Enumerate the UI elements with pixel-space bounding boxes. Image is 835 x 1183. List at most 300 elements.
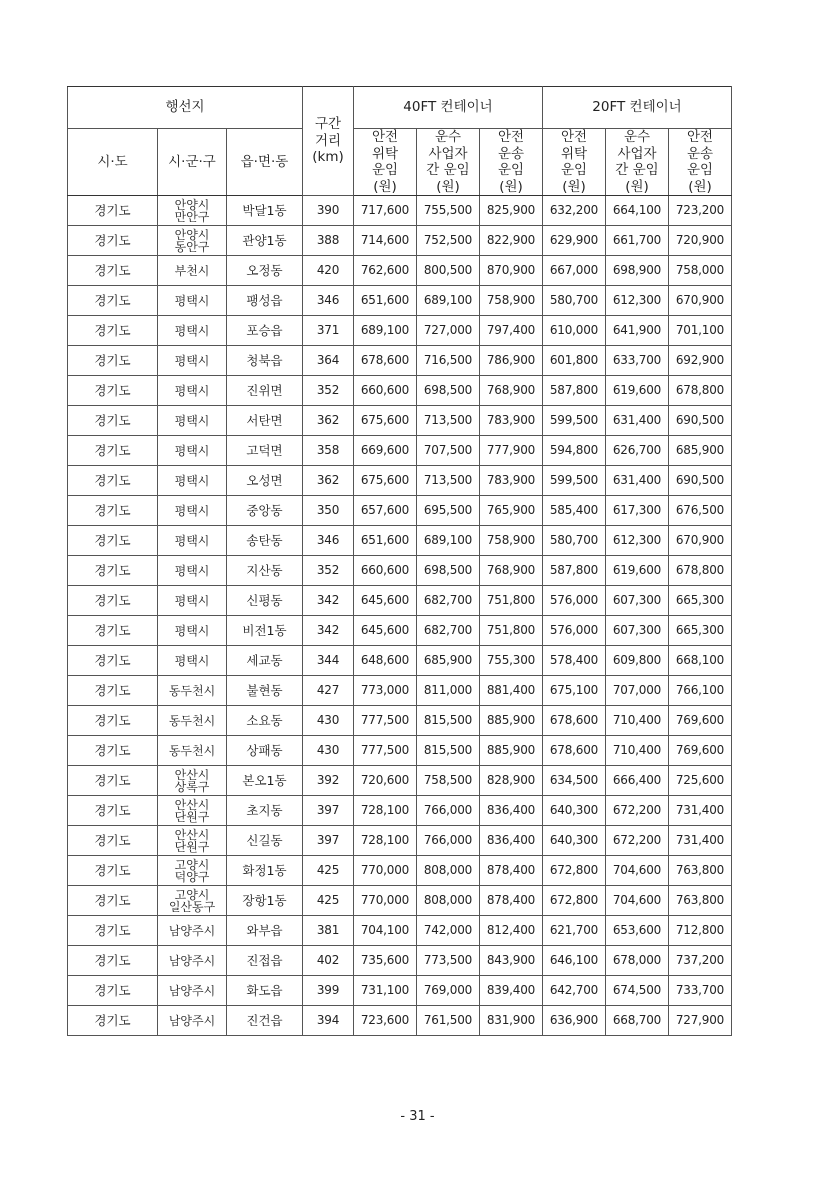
cell-40ft-safe-transport-rate: 825,900 (480, 196, 543, 226)
cell-distance-km: 430 (303, 706, 354, 736)
cell-20ft-safe-transport-rate: 665,300 (669, 586, 732, 616)
cell-20ft-carrier-rate: 710,400 (606, 706, 669, 736)
cell-40ft-safe-consign-rate: 770,000 (354, 856, 417, 886)
header-40ft-safe-transport-rate: 안전 운송 운임 (원) (480, 129, 543, 196)
table-row (68, 976, 732, 1006)
cell-sido: 경기도 (68, 826, 158, 856)
cell-20ft-safe-transport-rate: 727,900 (669, 1006, 732, 1036)
header-40ft-safe-consign-rate: 안전 위탁 운임 (원) (354, 129, 417, 196)
cell-distance-km: 392 (303, 766, 354, 796)
cell-eupmyeondong: 오정동 (227, 256, 303, 286)
cell-distance-km: 352 (303, 376, 354, 406)
cell-20ft-carrier-rate: 710,400 (606, 736, 669, 766)
cell-20ft-carrier-rate: 672,200 (606, 826, 669, 856)
cell-sido: 경기도 (68, 1006, 158, 1036)
cell-40ft-safe-transport-rate: 831,900 (480, 1006, 543, 1036)
cell-eupmyeondong: 소요동 (227, 706, 303, 736)
cell-40ft-safe-consign-rate: 678,600 (354, 346, 417, 376)
header-20ft-safe-consign-rate: 안전 위탁 운임 (원) (543, 129, 606, 196)
cell-distance-km: 342 (303, 586, 354, 616)
cell-40ft-safe-transport-rate: 777,900 (480, 436, 543, 466)
cell-sido: 경기도 (68, 676, 158, 706)
cell-40ft-safe-transport-rate: 812,400 (480, 916, 543, 946)
cell-40ft-safe-transport-rate: 828,900 (480, 766, 543, 796)
cell-20ft-safe-consign-rate: 678,600 (543, 736, 606, 766)
table-row (68, 346, 732, 376)
cell-sigungu: 남양주시 (158, 916, 227, 946)
header-40ft-carrier-rate: 운수 사업자 간 운임 (원) (417, 129, 480, 196)
cell-eupmyeondong: 진접읍 (227, 946, 303, 976)
cell-sido: 경기도 (68, 736, 158, 766)
cell-40ft-safe-consign-rate: 645,600 (354, 586, 417, 616)
cell-eupmyeondong: 박달1동 (227, 196, 303, 226)
cell-20ft-safe-transport-rate: 690,500 (669, 406, 732, 436)
table-row (68, 796, 732, 826)
cell-sigungu: 고양시 일산동구 (158, 886, 227, 916)
cell-distance-km: 397 (303, 796, 354, 826)
cell-40ft-safe-transport-rate: 768,900 (480, 376, 543, 406)
cell-sigungu: 안산시 단원구 (158, 796, 227, 826)
cell-sido: 경기도 (68, 916, 158, 946)
cell-eupmyeondong: 진건읍 (227, 1006, 303, 1036)
cell-20ft-carrier-rate: 607,300 (606, 616, 669, 646)
cell-distance-km: 390 (303, 196, 354, 226)
cell-20ft-safe-consign-rate: 634,500 (543, 766, 606, 796)
cell-40ft-carrier-rate: 685,900 (417, 646, 480, 676)
cell-40ft-safe-transport-rate: 751,800 (480, 586, 543, 616)
page-number: - 31 - (400, 1109, 435, 1124)
cell-40ft-carrier-rate: 800,500 (417, 256, 480, 286)
cell-20ft-safe-transport-rate: 766,100 (669, 676, 732, 706)
cell-20ft-safe-consign-rate: 576,000 (543, 586, 606, 616)
cell-sido: 경기도 (68, 976, 158, 1006)
cell-distance-km: 362 (303, 406, 354, 436)
cell-distance-km: 344 (303, 646, 354, 676)
cell-sigungu: 평택시 (158, 286, 227, 316)
cell-20ft-carrier-rate: 668,700 (606, 1006, 669, 1036)
table-row (68, 766, 732, 796)
cell-eupmyeondong: 본오1동 (227, 766, 303, 796)
cell-20ft-safe-consign-rate: 580,700 (543, 286, 606, 316)
cell-20ft-safe-transport-rate: 668,100 (669, 646, 732, 676)
cell-sigungu: 평택시 (158, 406, 227, 436)
table-row (68, 946, 732, 976)
cell-20ft-carrier-rate: 704,600 (606, 856, 669, 886)
cell-20ft-safe-transport-rate: 665,300 (669, 616, 732, 646)
cell-eupmyeondong: 불현동 (227, 676, 303, 706)
cell-20ft-safe-transport-rate: 769,600 (669, 736, 732, 766)
table-row (68, 526, 732, 556)
header-region: 행선지 (68, 87, 303, 129)
cell-20ft-carrier-rate: 672,200 (606, 796, 669, 826)
cell-40ft-safe-consign-rate: 714,600 (354, 226, 417, 256)
cell-20ft-safe-transport-rate: 690,500 (669, 466, 732, 496)
cell-20ft-safe-transport-rate: 731,400 (669, 796, 732, 826)
cell-40ft-carrier-rate: 689,100 (417, 286, 480, 316)
cell-20ft-safe-transport-rate: 731,400 (669, 826, 732, 856)
cell-eupmyeondong: 장항1동 (227, 886, 303, 916)
cell-20ft-safe-consign-rate: 642,700 (543, 976, 606, 1006)
cell-20ft-carrier-rate: 612,300 (606, 286, 669, 316)
table-row (68, 886, 732, 916)
cell-40ft-carrier-rate: 716,500 (417, 346, 480, 376)
cell-40ft-carrier-rate: 755,500 (417, 196, 480, 226)
cell-20ft-carrier-rate: 664,100 (606, 196, 669, 226)
cell-20ft-carrier-rate: 607,300 (606, 586, 669, 616)
cell-40ft-safe-consign-rate: 728,100 (354, 796, 417, 826)
cell-20ft-safe-transport-rate: 676,500 (669, 496, 732, 526)
header-20ft-container: 20FT 컨테이너 (543, 87, 732, 129)
cell-sido: 경기도 (68, 556, 158, 586)
cell-20ft-carrier-rate: 631,400 (606, 466, 669, 496)
cell-20ft-safe-consign-rate: 599,500 (543, 466, 606, 496)
cell-20ft-safe-transport-rate: 763,800 (669, 886, 732, 916)
cell-40ft-safe-transport-rate: 885,900 (480, 736, 543, 766)
cell-sido: 경기도 (68, 346, 158, 376)
cell-20ft-carrier-rate: 609,800 (606, 646, 669, 676)
cell-distance-km: 394 (303, 1006, 354, 1036)
cell-40ft-carrier-rate: 758,500 (417, 766, 480, 796)
cell-40ft-safe-consign-rate: 645,600 (354, 616, 417, 646)
cell-20ft-safe-transport-rate: 685,900 (669, 436, 732, 466)
cell-sigungu: 안산시 상록구 (158, 766, 227, 796)
cell-sido: 경기도 (68, 526, 158, 556)
cell-sigungu: 안산시 단원구 (158, 826, 227, 856)
cell-eupmyeondong: 상패동 (227, 736, 303, 766)
cell-40ft-safe-transport-rate: 839,400 (480, 976, 543, 1006)
cell-sigungu: 평택시 (158, 436, 227, 466)
cell-20ft-safe-consign-rate: 640,300 (543, 796, 606, 826)
header-20ft-carrier-rate: 운수 사업자 간 운임 (원) (606, 129, 669, 196)
cell-20ft-safe-consign-rate: 672,800 (543, 886, 606, 916)
cell-eupmyeondong: 팽성읍 (227, 286, 303, 316)
cell-20ft-safe-transport-rate: 701,100 (669, 316, 732, 346)
cell-40ft-safe-consign-rate: 720,600 (354, 766, 417, 796)
cell-distance-km: 397 (303, 826, 354, 856)
cell-sigungu: 동두천시 (158, 676, 227, 706)
cell-sido: 경기도 (68, 436, 158, 466)
cell-eupmyeondong: 와부읍 (227, 916, 303, 946)
table-row (68, 466, 732, 496)
cell-sido: 경기도 (68, 706, 158, 736)
cell-40ft-carrier-rate: 773,500 (417, 946, 480, 976)
cell-sigungu: 동두천시 (158, 736, 227, 766)
cell-20ft-carrier-rate: 704,600 (606, 886, 669, 916)
table-row (68, 706, 732, 736)
cell-40ft-safe-consign-rate: 777,500 (354, 736, 417, 766)
table-row (68, 286, 732, 316)
cell-20ft-safe-consign-rate: 578,400 (543, 646, 606, 676)
header-eupmyeondong: 읍·면·동 (227, 129, 303, 196)
cell-40ft-safe-transport-rate: 822,900 (480, 226, 543, 256)
cell-sido: 경기도 (68, 226, 158, 256)
cell-20ft-safe-transport-rate: 712,800 (669, 916, 732, 946)
cell-20ft-safe-consign-rate: 594,800 (543, 436, 606, 466)
cell-40ft-safe-consign-rate: 731,100 (354, 976, 417, 1006)
cell-distance-km: 402 (303, 946, 354, 976)
cell-sigungu: 평택시 (158, 526, 227, 556)
cell-20ft-safe-transport-rate: 737,200 (669, 946, 732, 976)
cell-sido: 경기도 (68, 886, 158, 916)
cell-40ft-carrier-rate: 808,000 (417, 886, 480, 916)
cell-40ft-carrier-rate: 808,000 (417, 856, 480, 886)
cell-40ft-safe-consign-rate: 728,100 (354, 826, 417, 856)
cell-eupmyeondong: 신평동 (227, 586, 303, 616)
cell-distance-km: 358 (303, 436, 354, 466)
cell-20ft-safe-transport-rate: 725,600 (669, 766, 732, 796)
cell-20ft-safe-consign-rate: 646,100 (543, 946, 606, 976)
cell-20ft-safe-transport-rate: 769,600 (669, 706, 732, 736)
cell-sido: 경기도 (68, 256, 158, 286)
cell-20ft-safe-consign-rate: 632,200 (543, 196, 606, 226)
cell-20ft-carrier-rate: 612,300 (606, 526, 669, 556)
cell-sido: 경기도 (68, 766, 158, 796)
table-row (68, 196, 732, 226)
cell-sido: 경기도 (68, 586, 158, 616)
cell-20ft-safe-consign-rate: 621,700 (543, 916, 606, 946)
cell-40ft-carrier-rate: 815,500 (417, 736, 480, 766)
cell-20ft-safe-transport-rate: 692,900 (669, 346, 732, 376)
cell-40ft-safe-transport-rate: 758,900 (480, 526, 543, 556)
cell-40ft-carrier-rate: 707,500 (417, 436, 480, 466)
cell-40ft-safe-transport-rate: 758,900 (480, 286, 543, 316)
cell-sigungu: 남양주시 (158, 976, 227, 1006)
cell-40ft-safe-consign-rate: 773,000 (354, 676, 417, 706)
cell-40ft-carrier-rate: 695,500 (417, 496, 480, 526)
table-row (68, 556, 732, 586)
cell-eupmyeondong: 화도읍 (227, 976, 303, 1006)
cell-20ft-safe-consign-rate: 667,000 (543, 256, 606, 286)
cell-distance-km: 346 (303, 286, 354, 316)
cell-40ft-safe-transport-rate: 755,300 (480, 646, 543, 676)
cell-sido: 경기도 (68, 376, 158, 406)
cell-40ft-safe-transport-rate: 751,800 (480, 616, 543, 646)
cell-eupmyeondong: 송탄동 (227, 526, 303, 556)
cell-sigungu: 평택시 (158, 376, 227, 406)
cell-eupmyeondong: 신길동 (227, 826, 303, 856)
cell-eupmyeondong: 서탄면 (227, 406, 303, 436)
cell-40ft-safe-transport-rate: 836,400 (480, 826, 543, 856)
table-row (68, 676, 732, 706)
cell-20ft-carrier-rate: 661,700 (606, 226, 669, 256)
cell-40ft-safe-transport-rate: 870,900 (480, 256, 543, 286)
cell-40ft-carrier-rate: 811,000 (417, 676, 480, 706)
cell-eupmyeondong: 화정1동 (227, 856, 303, 886)
cell-eupmyeondong: 관양1동 (227, 226, 303, 256)
cell-eupmyeondong: 고덕면 (227, 436, 303, 466)
cell-eupmyeondong: 포승읍 (227, 316, 303, 346)
cell-eupmyeondong: 지산동 (227, 556, 303, 586)
cell-40ft-carrier-rate: 689,100 (417, 526, 480, 556)
cell-20ft-safe-consign-rate: 580,700 (543, 526, 606, 556)
cell-sigungu: 평택시 (158, 316, 227, 346)
cell-sido: 경기도 (68, 796, 158, 826)
cell-40ft-safe-transport-rate: 843,900 (480, 946, 543, 976)
cell-20ft-carrier-rate: 641,900 (606, 316, 669, 346)
cell-40ft-safe-consign-rate: 669,600 (354, 436, 417, 466)
cell-40ft-carrier-rate: 698,500 (417, 376, 480, 406)
table-row (68, 826, 732, 856)
cell-20ft-carrier-rate: 666,400 (606, 766, 669, 796)
cell-sido: 경기도 (68, 856, 158, 886)
cell-40ft-safe-consign-rate: 704,100 (354, 916, 417, 946)
cell-40ft-safe-consign-rate: 723,600 (354, 1006, 417, 1036)
header-40ft-container: 40FT 컨테이너 (354, 87, 543, 129)
cell-20ft-safe-transport-rate: 733,700 (669, 976, 732, 1006)
cell-eupmyeondong: 초지동 (227, 796, 303, 826)
table-row (68, 856, 732, 886)
cell-distance-km: 371 (303, 316, 354, 346)
cell-40ft-safe-consign-rate: 675,600 (354, 406, 417, 436)
table-row (68, 616, 732, 646)
cell-20ft-carrier-rate: 619,600 (606, 376, 669, 406)
cell-sido: 경기도 (68, 946, 158, 976)
cell-distance-km: 346 (303, 526, 354, 556)
cell-distance-km: 430 (303, 736, 354, 766)
cell-40ft-safe-transport-rate: 783,900 (480, 406, 543, 436)
table-row (68, 646, 732, 676)
cell-sigungu: 동두천시 (158, 706, 227, 736)
cell-40ft-safe-consign-rate: 648,600 (354, 646, 417, 676)
cell-20ft-carrier-rate: 653,600 (606, 916, 669, 946)
cell-20ft-safe-consign-rate: 601,800 (543, 346, 606, 376)
cell-distance-km: 420 (303, 256, 354, 286)
cell-20ft-carrier-rate: 678,000 (606, 946, 669, 976)
cell-20ft-carrier-rate: 698,900 (606, 256, 669, 286)
cell-40ft-safe-consign-rate: 660,600 (354, 376, 417, 406)
cell-sigungu: 안양시 동안구 (158, 226, 227, 256)
cell-distance-km: 364 (303, 346, 354, 376)
freight-rate-table (67, 86, 732, 1036)
cell-sido: 경기도 (68, 406, 158, 436)
cell-20ft-safe-transport-rate: 758,000 (669, 256, 732, 286)
cell-sigungu: 평택시 (158, 466, 227, 496)
table-row (68, 916, 732, 946)
cell-sido: 경기도 (68, 196, 158, 226)
cell-20ft-safe-consign-rate: 636,900 (543, 1006, 606, 1036)
cell-eupmyeondong: 진위면 (227, 376, 303, 406)
table-row (68, 406, 732, 436)
cell-sigungu: 남양주시 (158, 1006, 227, 1036)
cell-distance-km: 352 (303, 556, 354, 586)
cell-sigungu: 평택시 (158, 646, 227, 676)
cell-40ft-safe-consign-rate: 675,600 (354, 466, 417, 496)
table-row (68, 1006, 732, 1036)
cell-40ft-safe-consign-rate: 717,600 (354, 196, 417, 226)
cell-eupmyeondong: 오성면 (227, 466, 303, 496)
table-row (68, 226, 732, 256)
cell-40ft-safe-consign-rate: 651,600 (354, 526, 417, 556)
header-sido: 시·도 (68, 129, 158, 196)
cell-sido: 경기도 (68, 286, 158, 316)
cell-20ft-safe-transport-rate: 670,900 (669, 286, 732, 316)
cell-sigungu: 평택시 (158, 556, 227, 586)
cell-20ft-carrier-rate: 619,600 (606, 556, 669, 586)
cell-distance-km: 342 (303, 616, 354, 646)
cell-40ft-carrier-rate: 766,000 (417, 796, 480, 826)
cell-eupmyeondong: 세교동 (227, 646, 303, 676)
cell-40ft-carrier-rate: 698,500 (417, 556, 480, 586)
cell-sigungu: 평택시 (158, 346, 227, 376)
cell-sido: 경기도 (68, 616, 158, 646)
cell-20ft-safe-consign-rate: 610,000 (543, 316, 606, 346)
cell-distance-km: 362 (303, 466, 354, 496)
cell-sigungu: 평택시 (158, 586, 227, 616)
cell-40ft-carrier-rate: 713,500 (417, 406, 480, 436)
cell-40ft-safe-transport-rate: 881,400 (480, 676, 543, 706)
cell-40ft-carrier-rate: 769,000 (417, 976, 480, 1006)
cell-40ft-safe-consign-rate: 689,100 (354, 316, 417, 346)
cell-sigungu: 평택시 (158, 496, 227, 526)
cell-20ft-safe-transport-rate: 723,200 (669, 196, 732, 226)
cell-40ft-safe-consign-rate: 651,600 (354, 286, 417, 316)
cell-distance-km: 427 (303, 676, 354, 706)
cell-40ft-carrier-rate: 761,500 (417, 1006, 480, 1036)
cell-40ft-safe-transport-rate: 783,900 (480, 466, 543, 496)
cell-40ft-carrier-rate: 682,700 (417, 616, 480, 646)
cell-eupmyeondong: 비전1동 (227, 616, 303, 646)
cell-20ft-safe-consign-rate: 587,800 (543, 556, 606, 586)
cell-eupmyeondong: 중앙동 (227, 496, 303, 526)
cell-sigungu: 평택시 (158, 616, 227, 646)
table-row (68, 436, 732, 466)
cell-20ft-carrier-rate: 633,700 (606, 346, 669, 376)
cell-40ft-safe-transport-rate: 786,900 (480, 346, 543, 376)
cell-20ft-safe-consign-rate: 675,100 (543, 676, 606, 706)
cell-20ft-carrier-rate: 707,000 (606, 676, 669, 706)
table-body (68, 196, 732, 1036)
cell-40ft-safe-transport-rate: 885,900 (480, 706, 543, 736)
cell-40ft-carrier-rate: 727,000 (417, 316, 480, 346)
cell-40ft-carrier-rate: 815,500 (417, 706, 480, 736)
cell-20ft-carrier-rate: 626,700 (606, 436, 669, 466)
cell-40ft-safe-transport-rate: 768,900 (480, 556, 543, 586)
cell-20ft-carrier-rate: 617,300 (606, 496, 669, 526)
cell-20ft-safe-consign-rate: 599,500 (543, 406, 606, 436)
table-row (68, 256, 732, 286)
cell-40ft-safe-consign-rate: 770,000 (354, 886, 417, 916)
cell-20ft-safe-transport-rate: 678,800 (669, 376, 732, 406)
cell-20ft-safe-transport-rate: 763,800 (669, 856, 732, 886)
cell-distance-km: 381 (303, 916, 354, 946)
table-row (68, 316, 732, 346)
cell-40ft-carrier-rate: 742,000 (417, 916, 480, 946)
cell-20ft-safe-transport-rate: 670,900 (669, 526, 732, 556)
table-row (68, 376, 732, 406)
cell-20ft-safe-consign-rate: 678,600 (543, 706, 606, 736)
cell-20ft-safe-consign-rate: 629,900 (543, 226, 606, 256)
cell-sido: 경기도 (68, 466, 158, 496)
cell-40ft-carrier-rate: 682,700 (417, 586, 480, 616)
cell-40ft-safe-transport-rate: 765,900 (480, 496, 543, 526)
cell-40ft-safe-consign-rate: 657,600 (354, 496, 417, 526)
cell-distance-km: 425 (303, 856, 354, 886)
header-sigungu: 시·군·구 (158, 129, 227, 196)
header-20ft-safe-transport-rate: 안전 운송 운임 (원) (669, 129, 732, 196)
cell-40ft-carrier-rate: 766,000 (417, 826, 480, 856)
cell-40ft-safe-transport-rate: 797,400 (480, 316, 543, 346)
cell-20ft-safe-consign-rate: 576,000 (543, 616, 606, 646)
cell-distance-km: 399 (303, 976, 354, 1006)
cell-40ft-safe-transport-rate: 878,400 (480, 856, 543, 886)
cell-20ft-safe-consign-rate: 640,300 (543, 826, 606, 856)
cell-40ft-safe-transport-rate: 836,400 (480, 796, 543, 826)
cell-20ft-safe-transport-rate: 678,800 (669, 556, 732, 586)
cell-eupmyeondong: 청북읍 (227, 346, 303, 376)
cell-sigungu: 안양시 만안구 (158, 196, 227, 226)
cell-20ft-carrier-rate: 674,500 (606, 976, 669, 1006)
cell-sido: 경기도 (68, 496, 158, 526)
